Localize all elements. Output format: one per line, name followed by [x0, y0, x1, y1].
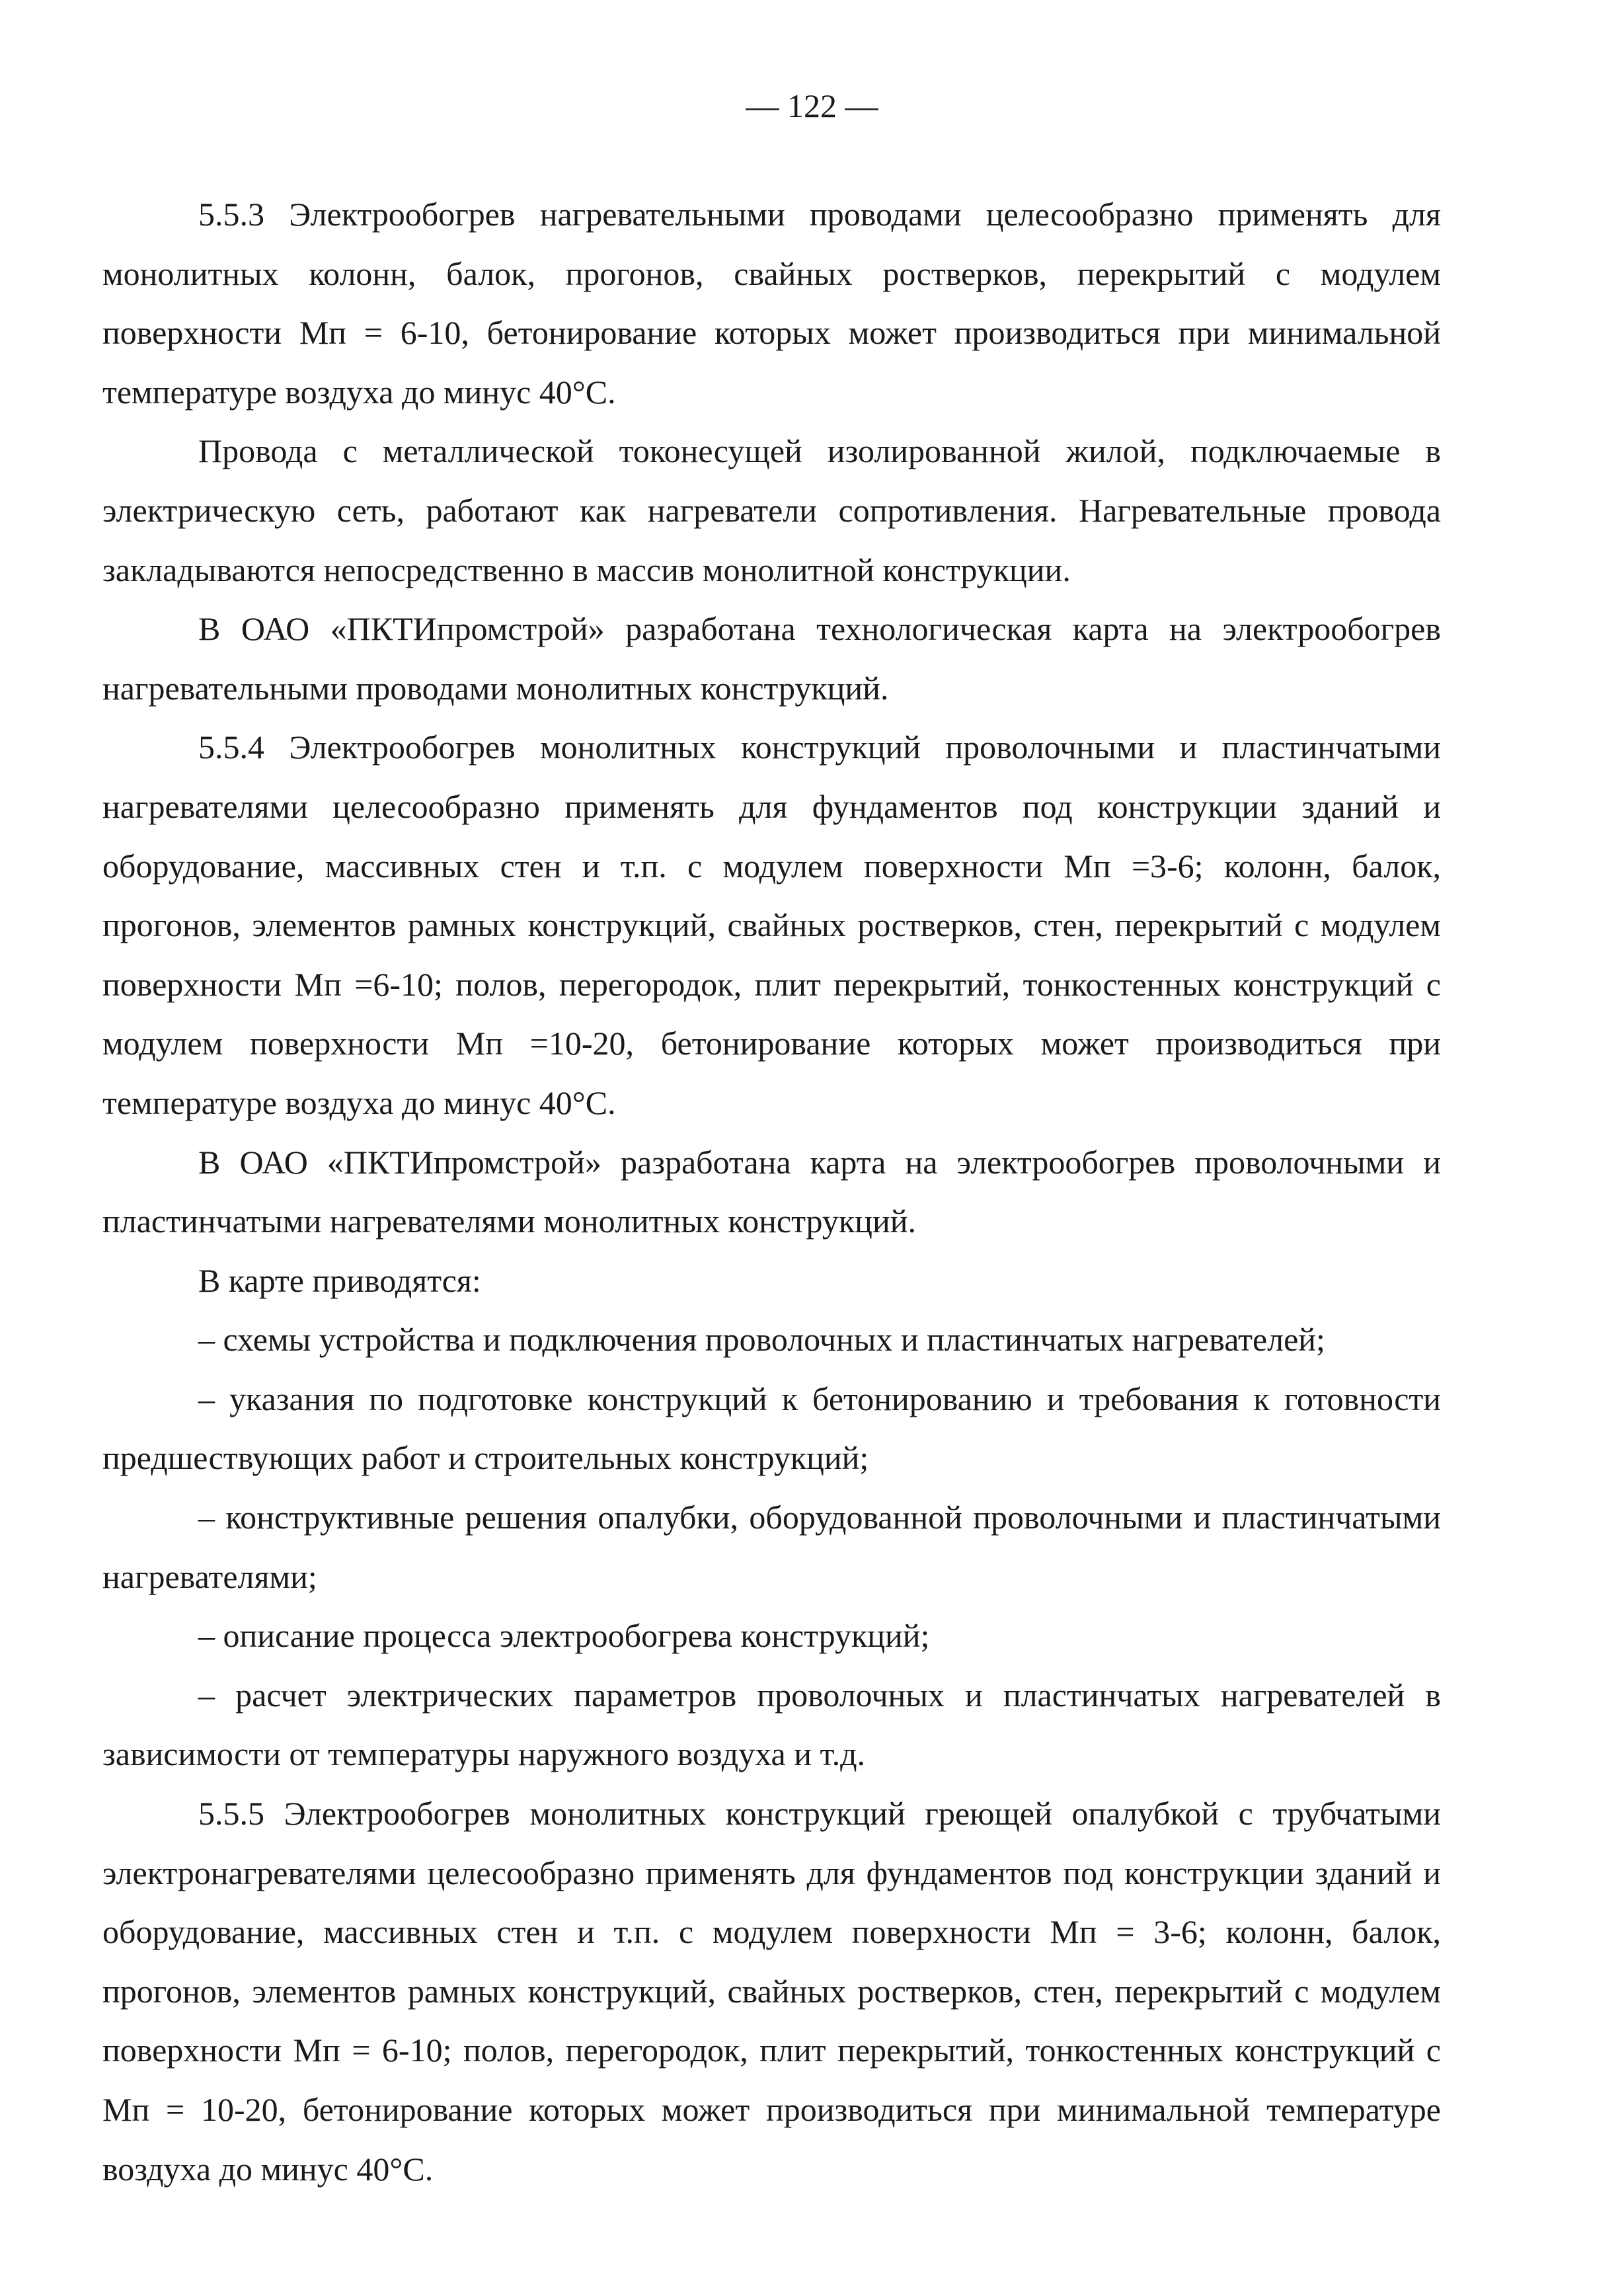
list-item: – схемы устройства и подключения проволочных и пластинчатых нагревателей;: [198, 1321, 1325, 1359]
list-item: – описание процесса электрообогрева конструкций;: [198, 1617, 930, 1655]
body-text: [102, 185, 1441, 2199]
paragraph-card-contents-intro: В карте приводятся:: [198, 1261, 481, 1299]
paragraph-pktipromstroy-card-wires: В ОАО «ПКТИпромстрой» разработана технологическая карта на электрообогрев нагревательными проводами монолитных конструкций.: [102, 610, 1441, 707]
list-item: – указания по подготовке конструкций к бетонированию и требования к готовности предшествующих работ и строительных конструкций;: [102, 1380, 1441, 1477]
paragraph-wires-description: Провода с металлической токонесущей изолированной жилой, подключаемые в электрическую сеть, работают как нагреватели сопротивления. Нагревательные провода закладываются непосредственно в массив монолитной конструкции.: [102, 432, 1441, 588]
paragraph-pktipromstroy-card-plates: В ОАО «ПКТИпромстрой» разработана карта на электрообогрев проволочными и пластинчатыми нагревателями монолитных конструкций.: [102, 1143, 1441, 1240]
list-item: – расчет электрических параметров проволочных и пластинчатых нагревателей в зависимости от температуры наружного воздуха и т.д.: [102, 1676, 1441, 1773]
page-number: — 122 —: [746, 87, 878, 124]
list-item: – конструктивные решения опалубки, оборудованной проволочными и пластинчатыми нагревателями;: [102, 1499, 1441, 1595]
paragraph-5-5-4: 5.5.4 Электрообогрев монолитных конструкций проволочными и пластинчатыми нагревателями целесообразно применять для фундаментов под конструкции зданий и оборудование, массивных стен и т.п. с модулем поверхности Мп =3-6; колонн, балок, прогонов, элементов рамных конструкций, свайных ростверков, стен, перекрытий с модулем поверхности Мп =6-10; полов, перегородок, плит перекрытий, тонкостенных конструкций с модулем поверхности Мп =10-20, бетонирование которых может производиться при температуре воздуха до минус 40°С.: [102, 729, 1441, 1121]
paragraph-5-5-5: 5.5.5 Электрообогрев монолитных конструкций греющей опалубкой с трубчатыми электронагревателями целесообразно применять для фундаментов под конструкции зданий и оборудование, массивных стен и т.п. с модулем поверхности Мп = 3-6; колонн, балок, прогонов, элементов рамных конструкций, свайных ростверков, стен, перекрытий с модулем поверхности Мп = 6-10; полов, перегородок, плит перекрытий, тонкостенных конструкций с Мп = 10-20, бетонирование которых может производиться при минимальной температуре воздуха до минус 40°С.: [102, 1795, 1441, 2188]
paragraph-5-5-3: 5.5.3 Электрообогрев нагревательными проводами целесообразно применять для монолитных колонн, балок, прогонов, свайных ростверков, перекрытий с модулем поверхности Мп = 6-10, бетонирование которых может производиться при минимальной температуре воздуха до минус 40°С.: [102, 196, 1441, 411]
